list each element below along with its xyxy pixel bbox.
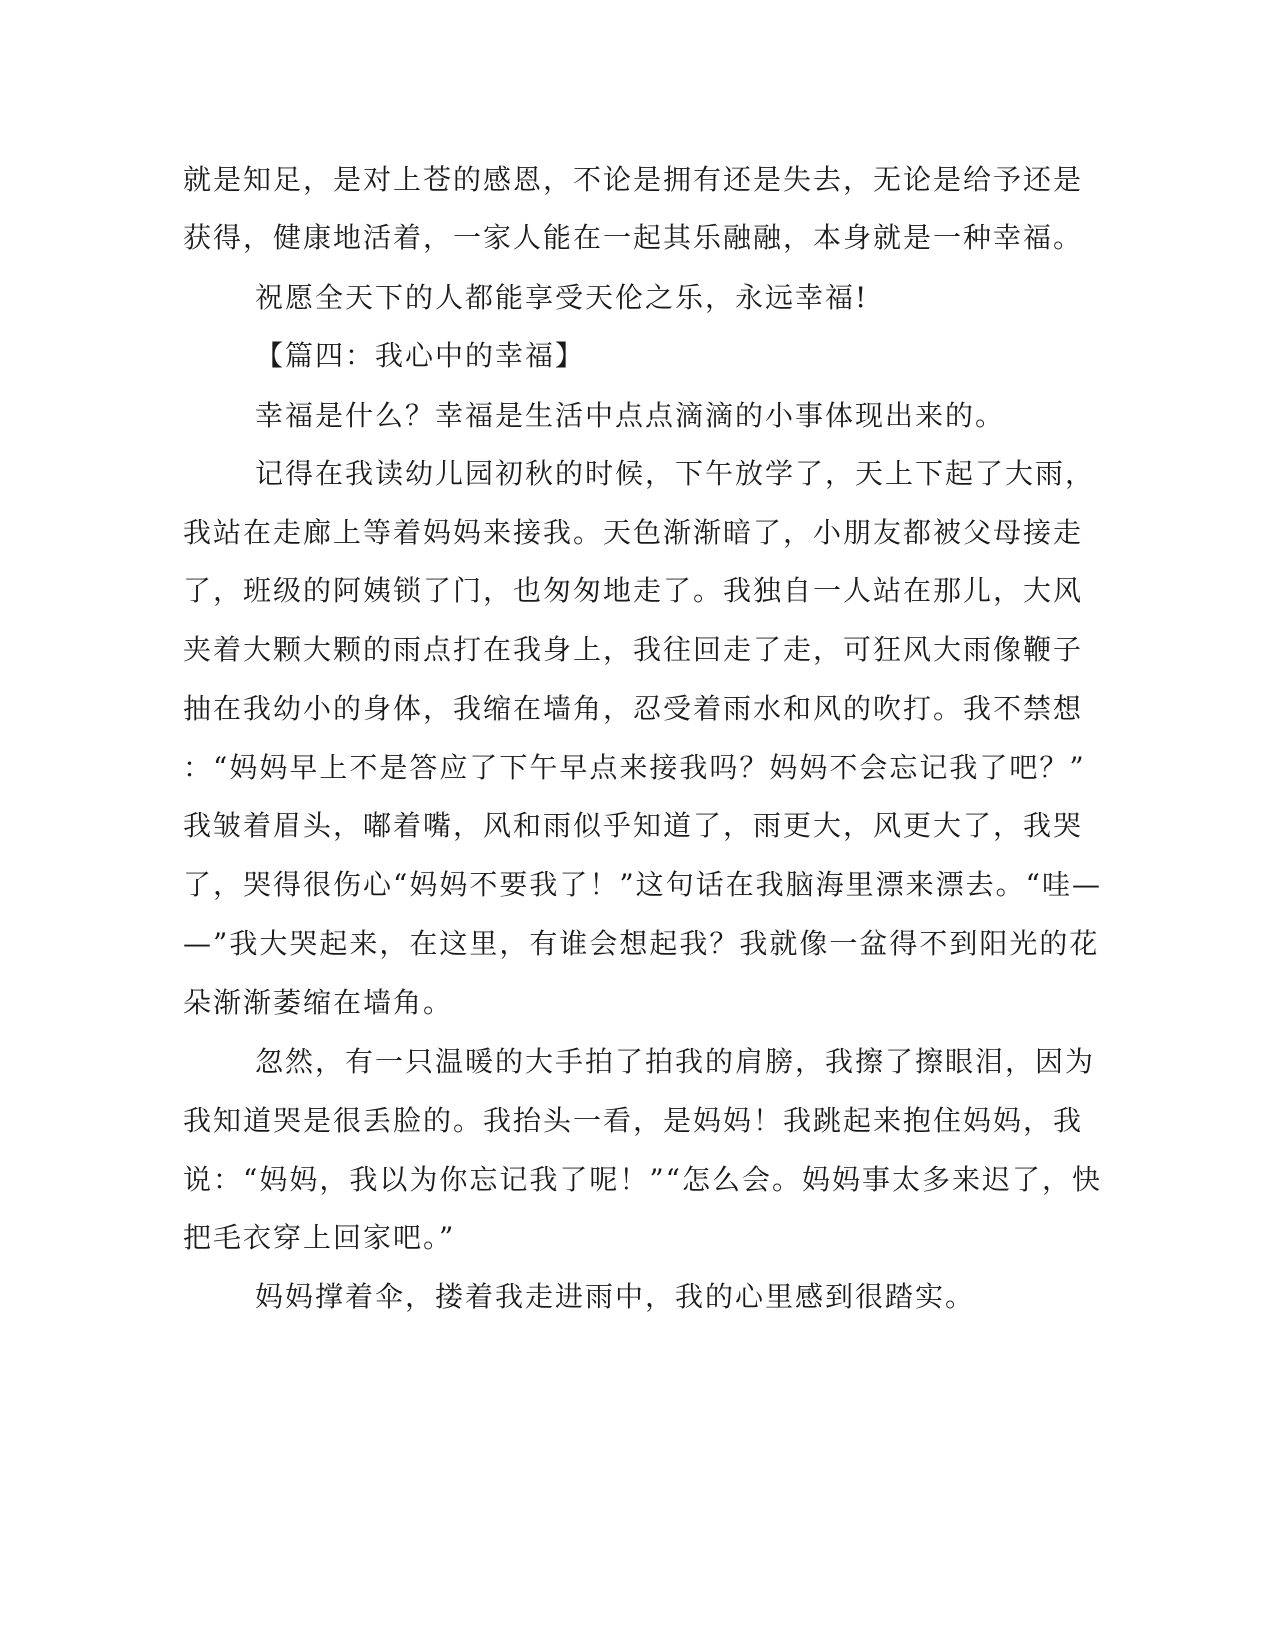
text-line: 说：“妈妈，我以为你忘记我了呢！”“怎么会。妈妈事太多来迟了，快 — [183, 1163, 1102, 1196]
paragraph-line: 记得在我读幼儿园初秋的时候，下午放学了，天上下起了大雨， — [255, 457, 1096, 490]
text-line: 我皱着眉头，嘟着嘴，风和雨似乎知道了，雨更大，风更大了，我哭 — [183, 809, 1084, 842]
text-line: 我站在走廊上等着妈妈来接我。天色渐渐暗了，小朋友都被父母接走 — [183, 516, 1084, 549]
text-line: 我知道哭是很丢脸的。我抬头一看，是妈妈！我跳起来抱住妈妈，我 — [183, 1104, 1084, 1137]
text-line: 就是知足，是对上苍的感恩，不论是拥有还是失去，无论是给予还是 — [183, 163, 1084, 196]
text-line: 把毛衣穿上回家吧。” — [183, 1221, 456, 1254]
text-line: 朵渐渐萎缩在墙角。 — [183, 986, 454, 1019]
text-line: —”我大哭起来，在这里，有谁会想起我？我就像一盆得不到阳光的花 — [183, 927, 1100, 960]
paragraph-line: 忽然，有一只温暖的大手拍了拍我的肩膀，我擦了擦眼泪，因为 — [255, 1045, 1096, 1078]
text-line: ：“妈妈早上不是答应了下午早点来接我吗？妈妈不会忘记我了吧？” — [183, 751, 1086, 784]
paragraph-line: 幸福是什么？幸福是生活中点点滴滴的小事体现出来的。 — [255, 399, 1006, 432]
section-heading: 【篇四：我心中的幸福】 — [255, 339, 586, 372]
text-line: 了，哭得很伤心“妈妈不要我了！”这句话在我脑海里漂来漂去。“哇— — [183, 868, 1102, 901]
paragraph-line: 祝愿全天下的人都能享受天伦之乐，永远幸福! — [255, 281, 869, 314]
paragraph-line: 妈妈撑着伞，搂着我走进雨中，我的心里感到很踏实。 — [255, 1280, 976, 1313]
text-line: 获得，健康地活着，一家人能在一起其乐融融，本身就是一种幸福。 — [183, 221, 1084, 254]
text-line: 夹着大颗大颗的雨点打在我身上，我往回走了走，可狂风大雨像鞭子 — [183, 633, 1084, 666]
text-line: 了，班级的阿姨锁了门，也匆匆地走了。我独自一人站在那儿，大风 — [183, 574, 1084, 607]
text-line: 抽在我幼小的身体，我缩在墙角，忍受着雨水和风的吹打。我不禁想 — [183, 692, 1084, 725]
